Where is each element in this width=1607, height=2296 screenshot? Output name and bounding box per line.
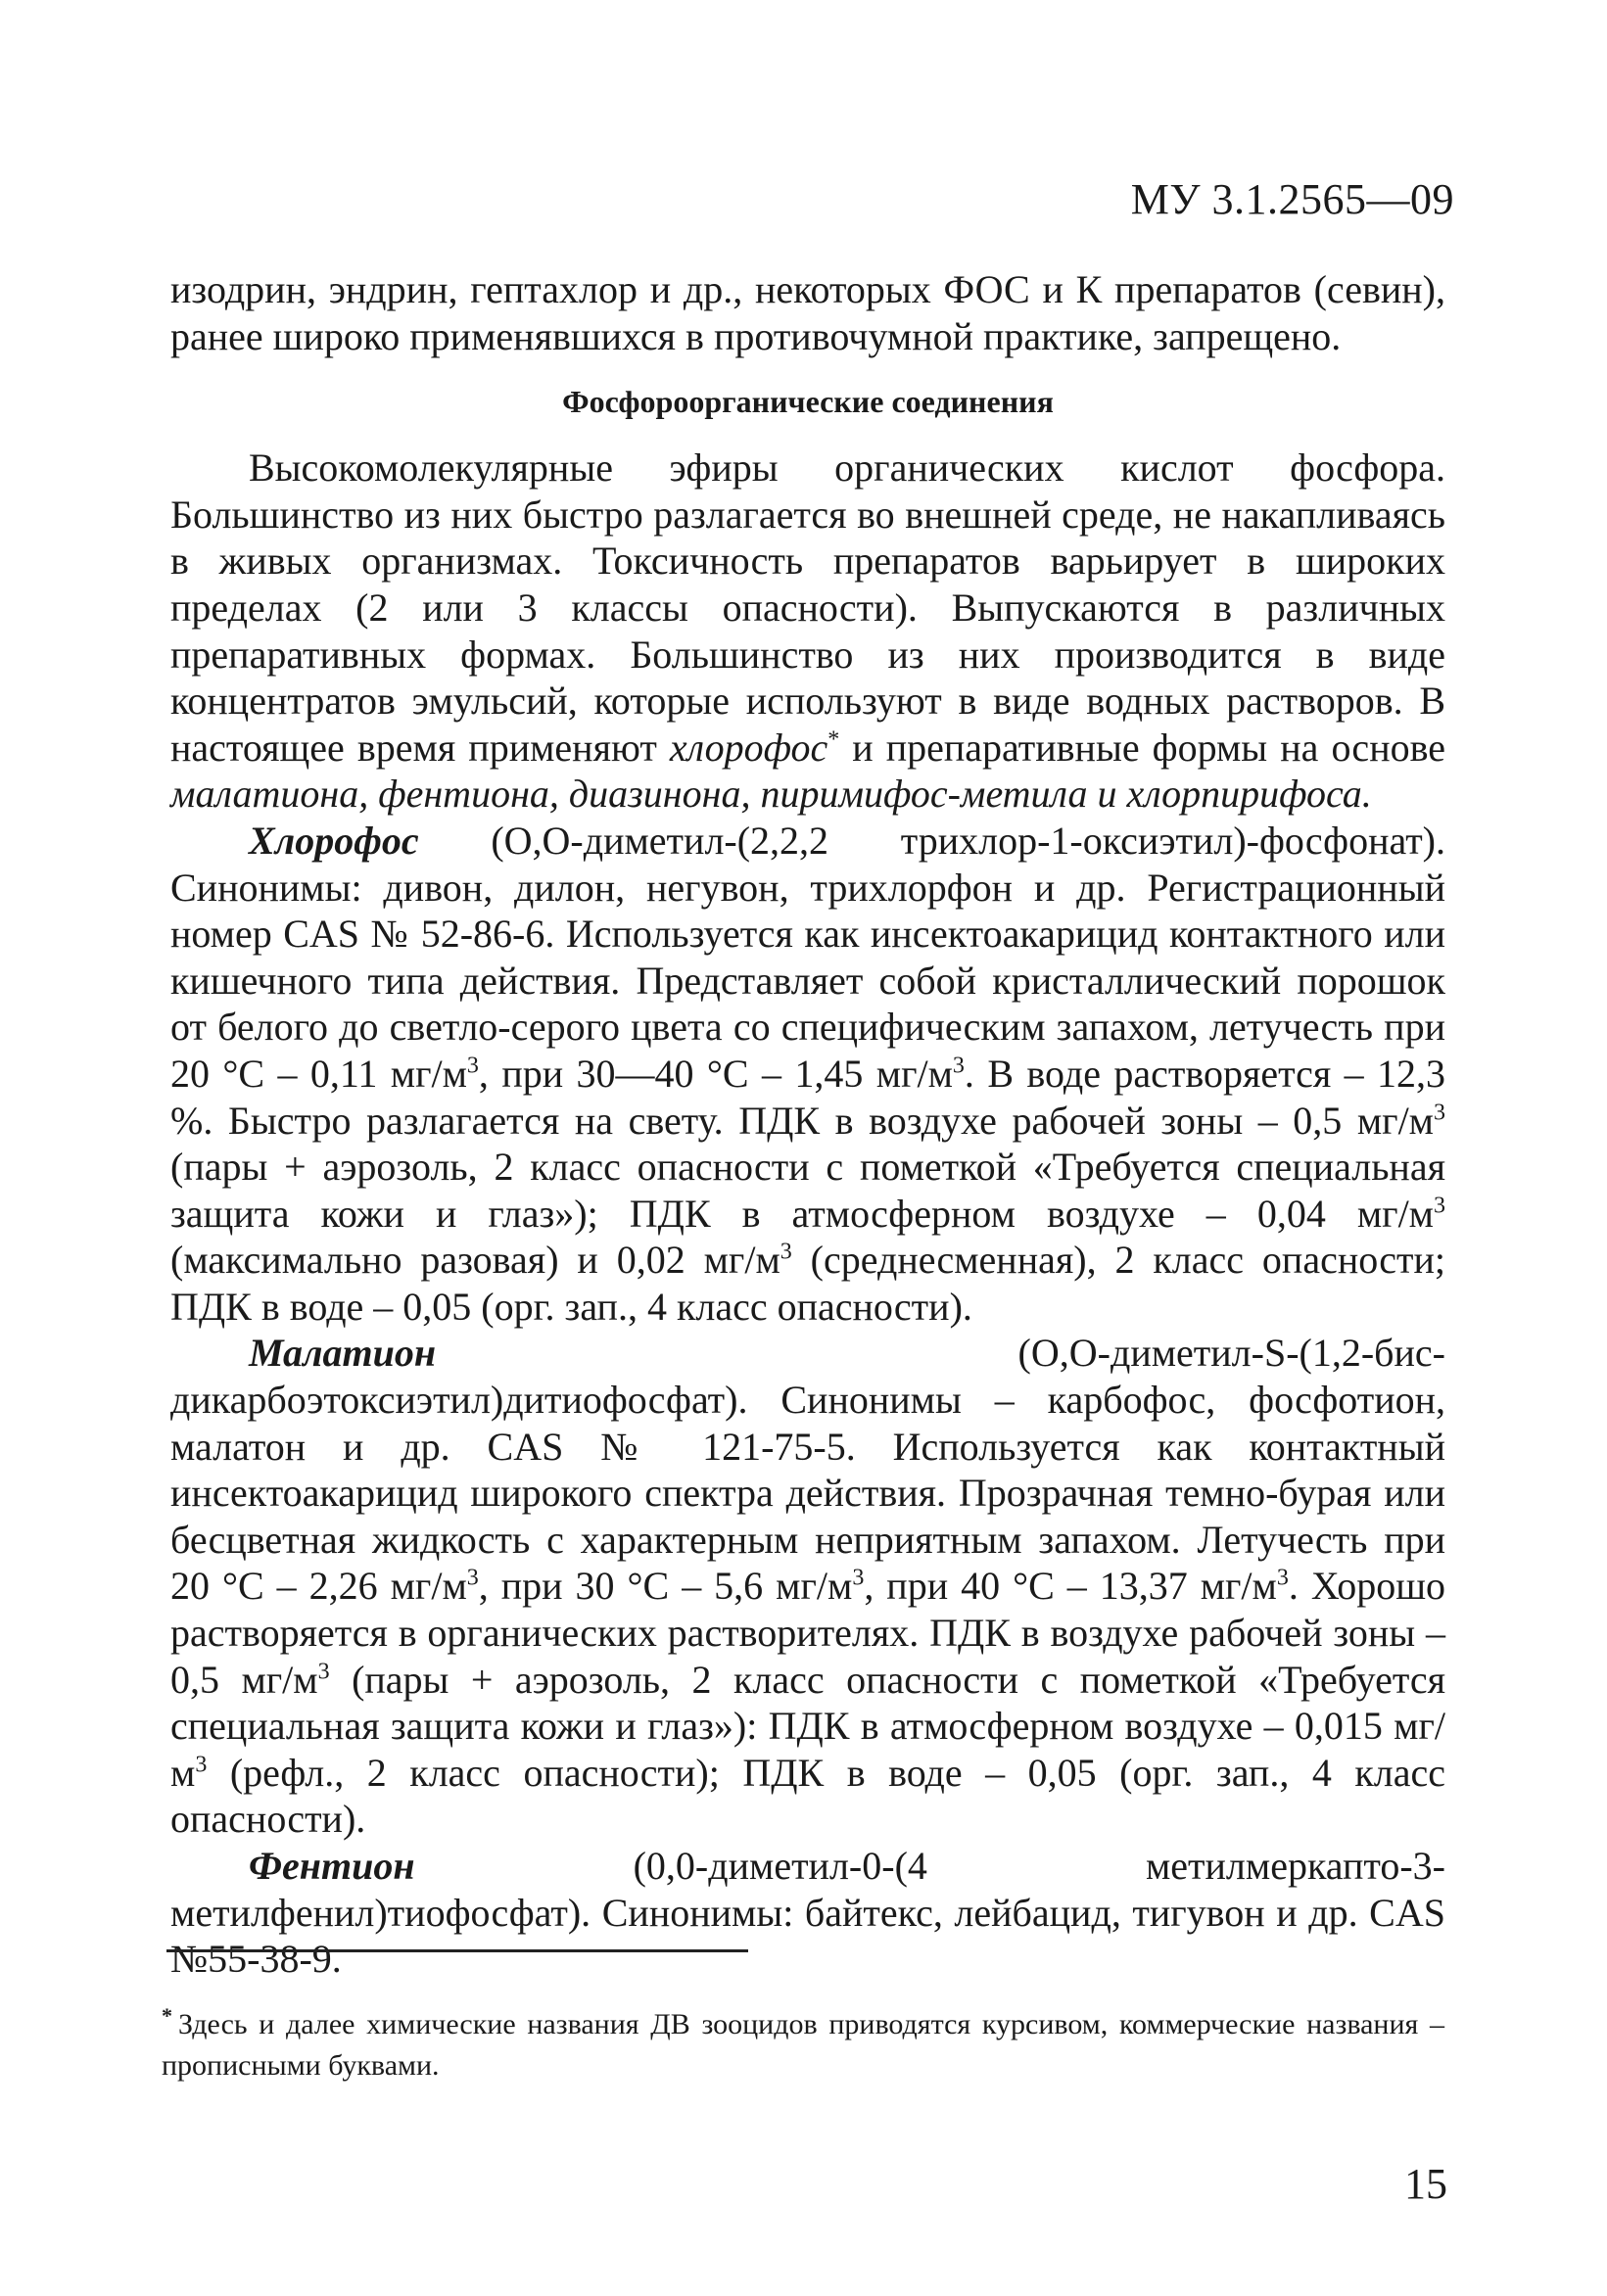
term-fenthion: Фентион <box>249 1844 415 1888</box>
term-malathion: Малатион <box>249 1331 437 1376</box>
document-code: МУ 3.1.2565—09 <box>1130 175 1454 223</box>
section-title: Фосфороорганические соединения <box>562 384 1054 420</box>
intro-paragraph: изодрин, эндрин, гептахлор и др., некоторых ФОС и К препаратов (севин), ранее широко применявшихся в противочумной практике, запрещено. <box>170 267 1445 358</box>
paragraph-malathion: Малатион (О,О-диметил-S-(1,2-бис-дикарбоэтоксиэтил)дитиофосфат). Синонимы – карбофос, фосфотион, малатон и др. CAS № 121-75-5. Используется как контактный инсектоакарицид широкого спектра действия. Прозрачная темно-бурая или бесцветная жидкость с характерным неприятным запахом. Летучесть при 20 °С – 2,26 $мг/м^3$, при 30 °С – 5,6 $мг/м^3$, при 40 °С – 13,37 $мг/м^3$. Хорошо растворяется в органических растворителях. ПДК в воздухе рабочей зоны – 0,5 $мг/м^3$ (пары + аэрозоль, 2 класс опасности с пометкой «Требуется специальная защита кожи и глаз»): ПДК в атмосферном воздухе – 0,015 $мг/м^3$ (рефл., 2 класс опасности); ПДК в воде – 0,05 (орг. зап., 4 класс опасности). <box>170 1331 1446 1842</box>
paragraph-fenthion: Фентион (0,0-диметил-0-(4 метилмеркапто-3-метилфенил)тиофосфат). Синонимы: байтекс, лейбацид, тигувон и др. CAS №55-38-9. <box>170 1844 1445 1982</box>
italic-substances: малатиона, фентиона, диазинона, пиримифос-метила и хлорпирифоса. <box>170 772 1372 817</box>
footnote-mark: * <box>162 2003 172 2028</box>
main-text <box>170 266 1445 1983</box>
term-chlorophos: Хлорофос <box>249 818 419 863</box>
italic-chlorophos: хлорофос <box>669 725 828 770</box>
paragraph-chlorophos: Хлорофос (О,О-диметил-(2,2,2 трихлор-1-оксиэтил)-фосфонат). Синонимы: дивон, дилон, негувон, трихлорфон и др. Регистрационный номер CAS № 52-86-6. Используется как инсектоакарицид контактного или кишечного типа действия. Представляет собой кристаллический порошок от белого до светло-серого цвета со специфическим запахом, летучесть при 20 °С – 0,11 $мг/м^3$, при 30—40 °С – 1,45 $мг/м^3$. В воде растворяется – 12,3 %. Быстро разлагается на свету. ПДК в воздухе рабочей зоны – 0,5 $мг/м^3$ (пары + аэрозоль, 2 класс опасности с пометкой «Требуется специальная защита кожи и глаз»); ПДК в атмосферном воздухе – 0,04 $мг/м^3$ (максимально разовая) и 0,02 $мг/м^3$ (среднесменная), 2 класс опасности; ПДК в воде – 0,05 (орг. зап., 4 класс опасности). <box>170 818 1446 1329</box>
page-number: 15 <box>1404 2160 1447 2208</box>
footnote <box>162 2004 1444 2086</box>
footnote-text: Здесь и далее химические названия ДВ зооцидов приводятся курсивом, коммерческие названия – прописными буквами. <box>162 2008 1444 2082</box>
footnote-star: * <box>827 726 840 753</box>
footnote-divider <box>166 1949 748 1952</box>
paragraph-overview: Высокомолекулярные эфиры органических кислот фосфора. Большинство из них быстро разлагается во внешней среде, не накапливаясь в живых организмах. Токсичность препаратов варьирует в широких пределах (2 или 3 классы опасности). Выпускаются в различных препаративных формах. Большинство из них производится в виде концентратов эмульсий, которые используют в виде водных растворов. В настоящее время применяют хлорофос* и препаративные формы на основе малатиона, фентиона, диазинона, пиримифос-метила и хлорпирифоса. <box>170 445 1446 817</box>
